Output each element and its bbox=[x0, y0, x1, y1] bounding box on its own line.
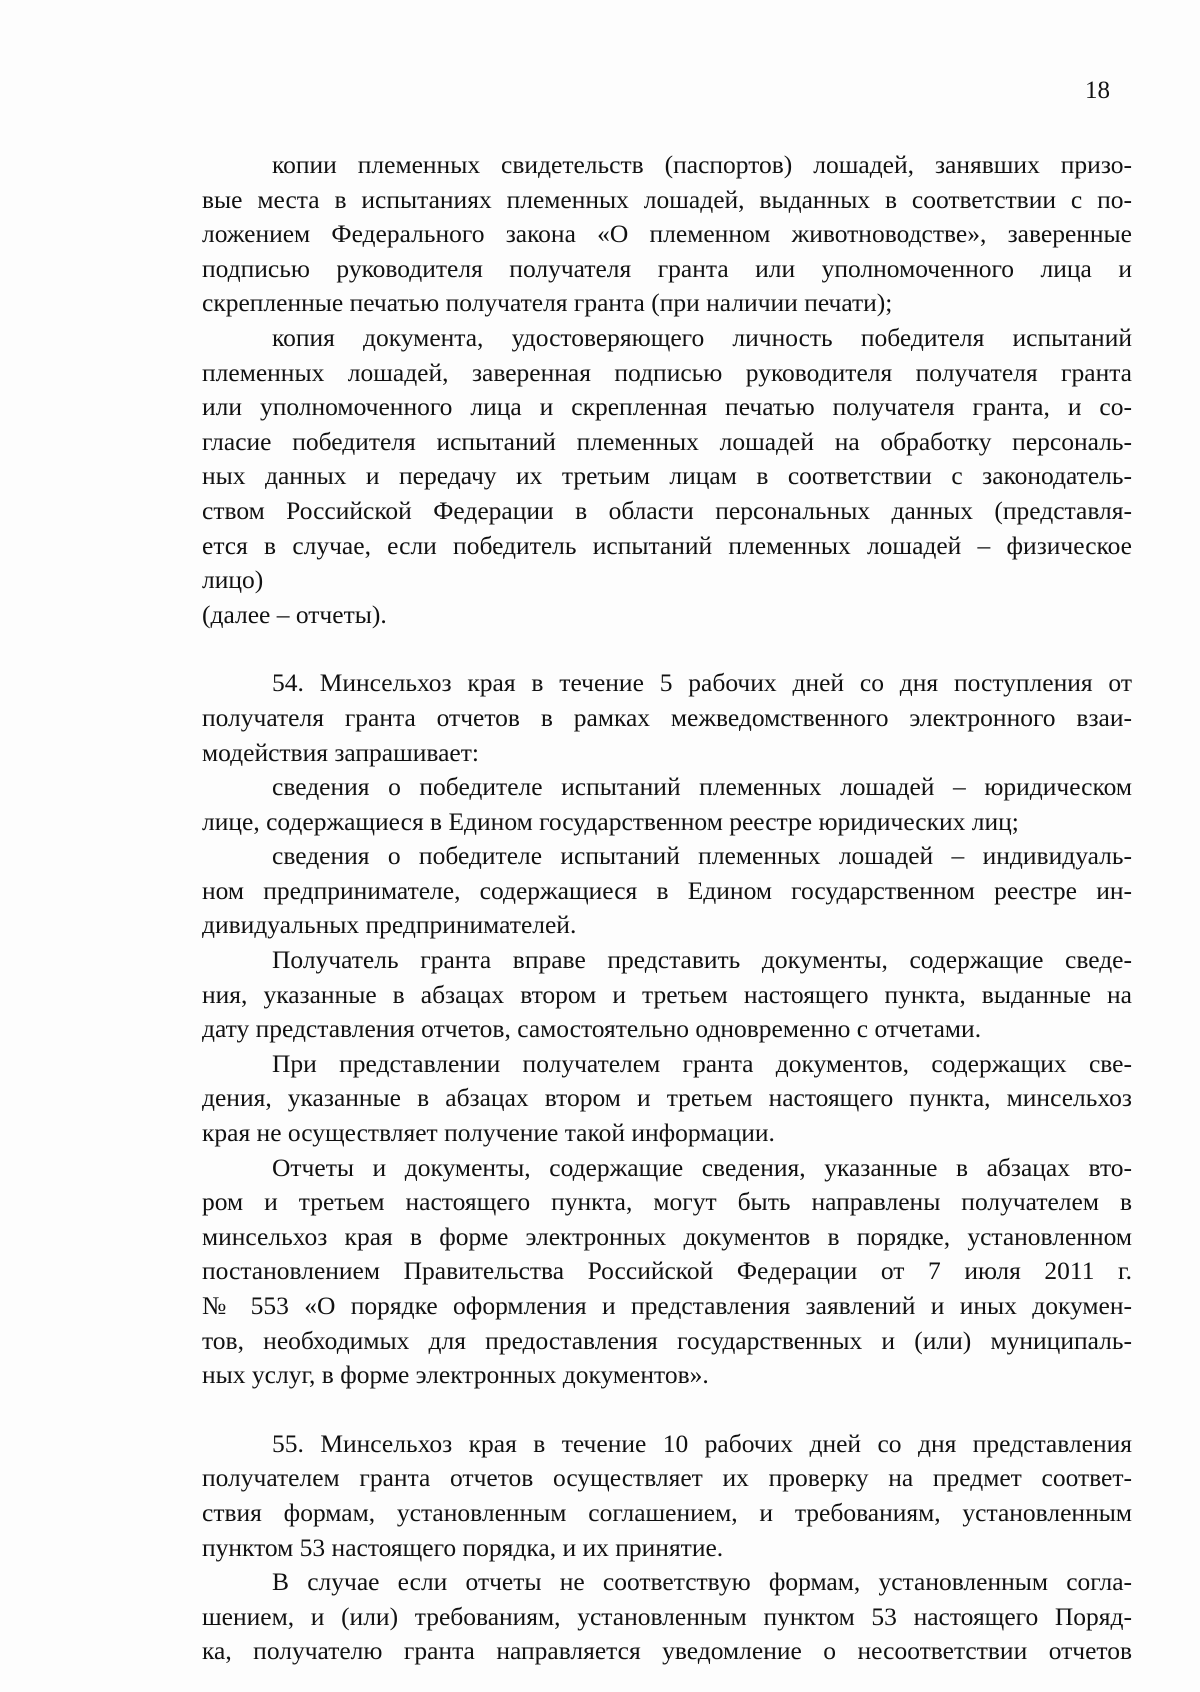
text-line: (далее – отчеты). bbox=[202, 599, 387, 629]
text-line: копии племенных свидетельств (паспортов) лошадей, занявших призо- bbox=[272, 150, 1132, 179]
paragraph bbox=[202, 943, 1132, 1047]
document-body bbox=[202, 148, 1132, 1669]
paragraph bbox=[202, 148, 1132, 321]
text-line: или уполномоченного лица и скрепленная печатью получателя гранта, и со- bbox=[202, 392, 1132, 422]
text-line: гласие победителя испытаний племенных лошадей на обработку персональ- bbox=[202, 426, 1132, 456]
text-line: лице, содержащиеся в Едином государственном реестре юридических лиц; bbox=[202, 806, 1019, 836]
paragraph bbox=[202, 321, 1132, 598]
paragraph bbox=[202, 1047, 1132, 1151]
text-line: дату представления отчетов, самостоятельно одновременно с отчетами. bbox=[202, 1014, 982, 1044]
text-line: племенных лошадей, заверенная подписью руководителя получателя гранта bbox=[202, 357, 1132, 387]
paragraph bbox=[202, 1565, 1132, 1669]
paragraph bbox=[202, 1151, 1132, 1393]
text-line: получателя гранта отчетов в рамках межведомственного электронного взаи- bbox=[202, 702, 1132, 732]
paragraph-gap bbox=[202, 632, 1132, 666]
paragraph bbox=[202, 666, 1132, 770]
text-line: вые места в испытаниях племенных лошадей, выданных в соответствии с по- bbox=[202, 184, 1132, 214]
text-line: ных данных и передачу их третьим лицам в соответствии с законодатель- bbox=[202, 461, 1132, 491]
text-line: получателем гранта отчетов осуществляет их проверку на предмет соответ- bbox=[202, 1463, 1132, 1493]
text-line: ется в случае, если победитель испытаний племенных лошадей – физическое bbox=[202, 530, 1132, 560]
text-line: ложением Федерального закона «О племенном животноводстве», заверенные bbox=[202, 219, 1132, 249]
text-line: ством Российской Федерации в области персональных данных (представля- bbox=[202, 495, 1132, 525]
text-line: 54. Минсельхоз края в течение 5 рабочих дней со дня поступления от bbox=[272, 668, 1132, 698]
text-line: ствия формам, установленным соглашением, и требованиям, установленным bbox=[202, 1497, 1132, 1527]
text-line: В случае если отчеты не соответствую формам, установленным согла- bbox=[272, 1567, 1132, 1597]
text-line: модействия запрашивает: bbox=[202, 737, 479, 767]
text-line: подписью руководителя получателя гранта или уполномоченного лица и bbox=[202, 253, 1132, 283]
text-line: края не осуществляет получение такой информации. bbox=[202, 1118, 775, 1148]
paragraph bbox=[202, 839, 1132, 943]
text-line: пунктом 53 настоящего порядка, и их принятие. bbox=[202, 1532, 724, 1562]
text-line: При представлении получателем гранта документов, содержащих све- bbox=[272, 1048, 1132, 1078]
text-line: постановлением Правительства Российской Федерации от 7 июля 2011 г. bbox=[202, 1256, 1132, 1286]
text-line: ных услуг, в форме электронных документов». bbox=[202, 1360, 709, 1390]
text-line: № 553 «О порядке оформления и представления заявлений и иных докумен- bbox=[202, 1291, 1132, 1320]
paragraph bbox=[202, 598, 1132, 633]
text-line: тов, необходимых для предоставления государственных и (или) муниципаль- bbox=[202, 1325, 1132, 1355]
text-line: дения, указанные в абзацах втором и третьем настоящего пункта, минсельхоз bbox=[202, 1083, 1132, 1113]
paragraph bbox=[202, 770, 1132, 839]
text-line: ном предпринимателе, содержащиеся в Едином государственном реестре ин- bbox=[202, 875, 1132, 905]
text-line: Отчеты и документы, содержащие сведения, указанные в абзацах вто- bbox=[272, 1152, 1132, 1182]
text-line: 55. Минсельхоз края в течение 10 рабочих дней со дня представления bbox=[272, 1428, 1132, 1458]
paragraph bbox=[202, 1427, 1132, 1565]
paragraph-gap bbox=[202, 1393, 1132, 1427]
text-line: лицо) bbox=[202, 565, 264, 595]
page-number: 18 bbox=[1085, 77, 1110, 104]
text-line: сведения о победителе испытаний племенных лошадей – индивидуаль- bbox=[272, 841, 1132, 871]
text-line: копия документа, удостоверяющего личность победителя испытаний bbox=[272, 322, 1132, 352]
text-line: ром и третьем настоящего пункта, могут быть направлены получателем в bbox=[202, 1187, 1132, 1217]
text-line: сведения о победителе испытаний племенных лошадей – юридическом bbox=[272, 772, 1132, 802]
text-line: дивидуальных предпринимателей. bbox=[202, 910, 577, 940]
text-line: Получатель гранта вправе представить документы, содержащие сведе- bbox=[272, 945, 1132, 975]
text-line: минсельхоз края в форме электронных документов в порядке, установленном bbox=[202, 1221, 1132, 1251]
text-line: шением, и (или) требованиям, установленным пунктом 53 настоящего Поряд- bbox=[202, 1601, 1132, 1631]
text-line: ка, получателю гранта направляется уведомление о несоответствии отчетов bbox=[202, 1636, 1132, 1666]
text-line: ния, указанные в абзацах втором и третьем настоящего пункта, выданные на bbox=[202, 979, 1132, 1009]
text-line: скрепленные печатью получателя гранта (при наличии печати); bbox=[202, 288, 893, 318]
